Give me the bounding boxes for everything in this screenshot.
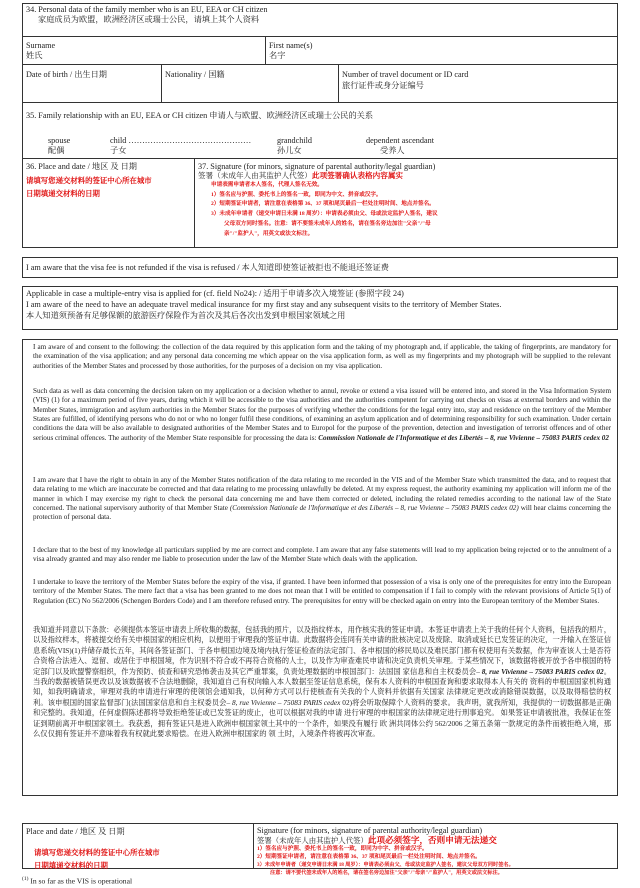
dependent-option-cn: 受养人 (380, 146, 405, 155)
sec37-label: 37. Signature (for minors, signature of parental authority/legal guardian) (198, 162, 436, 171)
declaration-paragraph-2: Such data as well as data concerning the decision taken on my application or a decision whether to annul, revoke or extend a visa issued will be entered into, and stored in the Visa Information System (VIS) (1) for a maximum period of five years, during which it will be accessible to the visa authorities and the authorities competent for carrying out checks on visas at external borders and within the Member States, immigration and asylum authorities in the Member States for the purposes of verifying whether the conditions for the legal entry into, stay and residence on the territory of the Member States are fulfilled, of identifying persons who do not or who no longer fulfil these conditions, of examining an asylum application and of determining responsibility for such examination. Under certain conditions the data will be also available to designated authorities of the Member States and to Europol for the purpose of the prevention, detection and investigation of terrorist offences and of other serious criminal offences. The authority of the Member State responsible for processing the data is: Commission Nationale de l'Informatique et des Libertés – 8, rue Vivienne – 75083 PARIS cedex 02 (33, 387, 611, 442)
sec36-place-instruction: 请填写您递交材料的签证中心所在城市 (26, 176, 152, 185)
declaration-paragraph-3: I am aware that I have the right to obtain in any of the Member States notification of the data relating to me recorded in the VIS and of the Member State which transmitted the data, and to request that data relating to me which are inaccurate be corrected and that data relating to me processing unlawfully be deleted. At my express request, the authority examining my application will inform me of the manner in which I may exercise my right to check the personal data concerning me and have them corrected or deleted, including the related remedies according to the national law of the State concerned. The national supervisory authority of that Member State (Commission Nationale de l'Informatique et des Libertés – 8, rue Vivienne – 75083 PARIS cedex 02) will hear claims concerning the protection of personal data. (33, 476, 611, 522)
grandchild-option-cn: 孙儿女 (277, 146, 302, 155)
grandchild-option[interactable]: grandchild (277, 136, 313, 145)
bottom-note-2: 2）短期签证申请者，请注意在表格第 36、37 项和尾页最后一栏处注明时间、地点并签名。 (257, 854, 481, 860)
child-option-cn: 子女 (110, 146, 127, 155)
fee-notice-text: I am aware that the visa fee is not refunded if the visa is refused / 本人知道即使签证被拒也不能退还签证费 (26, 263, 389, 272)
sec37-note-3: 2）短期签证申请者，请注意在表格第 36、37 项和尾页最后一栏处注明时间、地点并签名。 (211, 201, 435, 207)
bottom-note-1: 1）签名应与护照、委托书上的签名一致，即同为中字、拼音或汉字。 (257, 846, 428, 852)
spouse-option-cn: 配偶 (48, 146, 65, 155)
bottom-signature-label: Signature (for minors, signature of parental authority/legal guardian) (257, 826, 483, 835)
bottom-signature-sublabel: 签署（未成年人由其监护人代签）此项必须签字，否则申请无法递交 (257, 835, 497, 845)
sec34-label-cn: 家庭成员为欧盟，欧洲经济区或瑞士公民，请填上其个人资料 (38, 15, 260, 24)
bottom-date-instruction: 日期填递交材料的日期 (34, 861, 108, 870)
declaration-paragraph-1: I am aware of and consent to the following: the collection of the data required by this application form and the taking of my photograph and, if applicable, the taking of fingerprints, are mandatory for the examination of the visa application; and any personal data concerning me which appear on the visa application form, as well as my fingerprints and my photograph will be supplied to the relevant authorities of the Member States and processed by those authorities, for the purposes of a decision on my visa application. (33, 343, 611, 370)
dob-label: Date of birth / 出生日期 (26, 70, 107, 79)
multiple-entry-line1: Applicable in case a multiple-entry visa is applied for (cf. field No24): / 适用于申请多次入境签证 (参照字段 24) (26, 289, 404, 298)
sec37-note-4: 3）未成年申请者（递交申请日未满 18 周岁）：申请表必须由父、母或法定监护人签名，建议 (211, 211, 438, 217)
multiple-entry-line2: I am aware of the need to have an adequate travel medical insurance for my first stay and any subsequent visits to the territory of Member States. (26, 300, 502, 309)
travel-doc-label-cn: 旅行证件或身分证编号 (342, 81, 424, 90)
bottom-place-label: Place and date / 地区 及 日期 (26, 827, 125, 836)
sec37-note-6: 亲"/"监护人"，用英文或法文标注。 (224, 231, 314, 237)
bottom-place-instruction: 请填写您递交材料的签证中心所在城市 (34, 848, 160, 857)
sec37-note-1: 申请表需申请者本人签名，代理人签名无效。 (211, 182, 323, 188)
sec37-note-2: 1）签名应与护照、委托书上的签名一致，即同为中文、拼音或汉字。 (211, 192, 382, 198)
bottom-note-4: 注意：请不要代签未成年人的姓名，请在签名旁边加注"父亲"/"母亲"/"监护人"，用英文或法文标注。 (270, 870, 503, 876)
child-option[interactable]: child ……………………………………… (110, 136, 252, 145)
declaration-paragraph-4: I declare that to the best of my knowledge all particulars supplied by me are correct and complete. I am aware that any false statements will lead to my application being rejected or to the annulment of a visa already granted and may also render me liable to prosecution under the law of the Member State which deals with the application. (33, 546, 611, 564)
dependent-option[interactable]: dependent ascendant (366, 136, 434, 145)
sec37-sublabel: 签署（未成年人由其监护人代签）此项签署确认表格内容属实 (198, 171, 404, 180)
nationality-label: Nationality / 国籍 (165, 70, 225, 79)
surname-label: Surname (26, 41, 56, 50)
first-names-label-cn: 名字 (269, 51, 286, 60)
travel-doc-label: Number of travel document or ID card (342, 70, 469, 79)
spouse-option[interactable]: spouse (48, 136, 71, 145)
sec36-label: 36. Place and date / 地区 及 日期 (26, 162, 137, 171)
declaration-chinese: 我知道并同意以下条款：必须提供本签证申请表上所收集的数据，包括我的照片，以及指纹样本，用作核实我的签证申请。本签证申请表上关于我的任何个人资料，包括我的照片，以及指纹样本，将被提交给有关申根国家的相应机构，以便用于审理我的签证申请。此数据将会连同有关申请的批核决定以及废除、取消或延长已发签证的决定，一并输入在签证信息系统(VIS)(1)并储存最长五年，其间各签证部门、于各申根国边境及境内执行签证检查的法定部门、各申根国的移民局以及难民部门都有权使用有关数据，作为审查该人士是否符合资格合法进入、逗留、或居住于申根国境，作为识别不符合或不再符合资格的人士，以及作为审查难民申请和决定负责机关审理。于某些情况下，该数据将被开放予各申根国的特定部门以及欧盟警察组织，作为预防、侦查和研究恐怖袭击及其它严重罪案，负责处理数据的申根国部门：法国国 家信息和自主权委员会– 8, rue Vivienne – 75083 PARIS cedex 02。当我的数据被错误更改以及该数据被不合法地删除，我知道自己有权向输入本人数据至签证信息系统，保有本人资料的申根国查询和要求取得本人有关的 资料的申根国国家机构通知，如我明确请求，审理对我的申请进行审理的使领馆会通知我，以何种方式可以行使核查有关我的个人资料并依据有关国家 法律规定更改或消除错误数据，以及取得赔偿的权利。该申根国的国家监督部门(法国国家信息和自主权委员会– 8, rue Vivienne – 75083 PARIS cedex 02)将会听取保障个人资料的要求。 我声明，就我所知，我提供的一切数据都是正确和完整的。我知道，任何虚假陈述都将导致拒绝签证或已发签证的废止，也可以根据对我的申请 进行审理的申根国家的法律规定进行刑事追究。 如果签证申请被批准，我保证在签证到期前离开申根国家领土。我获悉，拥有签证只是进入欧洲申根国家领土其中的一个条件，如果没有履行 欧 洲共同体公约 562/2006 之第五条第一款规定的条件而被拒绝入境，那么仅仅拥有签证并不意味着我有权就此要求赔偿。在进入欧洲申根国家的 领 土时，入境条件将被再次审查。 (33, 625, 612, 739)
sec37-note-5: 父母双方同时签名。注意：请不要签未成年人的姓名，请在签名旁边加注"父亲"/"母 (224, 221, 431, 227)
multiple-entry-line3: 本人知道须预备有足够保额的旅游医疗保险作为首次及其后各次出发到申根国家领域之用 (26, 311, 346, 320)
sec36-date-instruction: 日期填递交材料的日期 (26, 189, 100, 198)
sec34-label: 34. Personal data of the family member who is an EU, EEA or CH citizen (26, 5, 268, 14)
bottom-note-3: 3）未成年申请者（递交申请日未满 18 周岁）：申请表必须由父、母或法定监护人签名，建议父母双方同时签名。 (257, 862, 514, 868)
surname-label-cn: 姓氏 (26, 51, 43, 60)
declaration-paragraph-5: I undertake to leave the territory of the Member States before the expiry of the visa, if granted. I have been informed that possession of a visa is only one of the prerequisites for entry into the European territory of the Member States. The mere fact that a visa has been granted to me does not mean that I will be entitled to compensation if I fail to comply with the relevant provisions of Article 5(1) of Regulation (EC) No 562/2006 (Schengen Borders Code) and I am therefore refused entry. The prerequisites for entry will be checked again on entry into the European territory of the Member States. (33, 578, 611, 605)
sec35-label: 35. Family relationship with an EU, EEA or CH citizen 申请人与欧盟、欧洲经济区或瑞士公民的关系 (26, 111, 374, 120)
footnote: $^{(1)}$ In so far as the VIS is operational (22, 876, 133, 886)
first-names-label: First name(s) (269, 41, 313, 50)
